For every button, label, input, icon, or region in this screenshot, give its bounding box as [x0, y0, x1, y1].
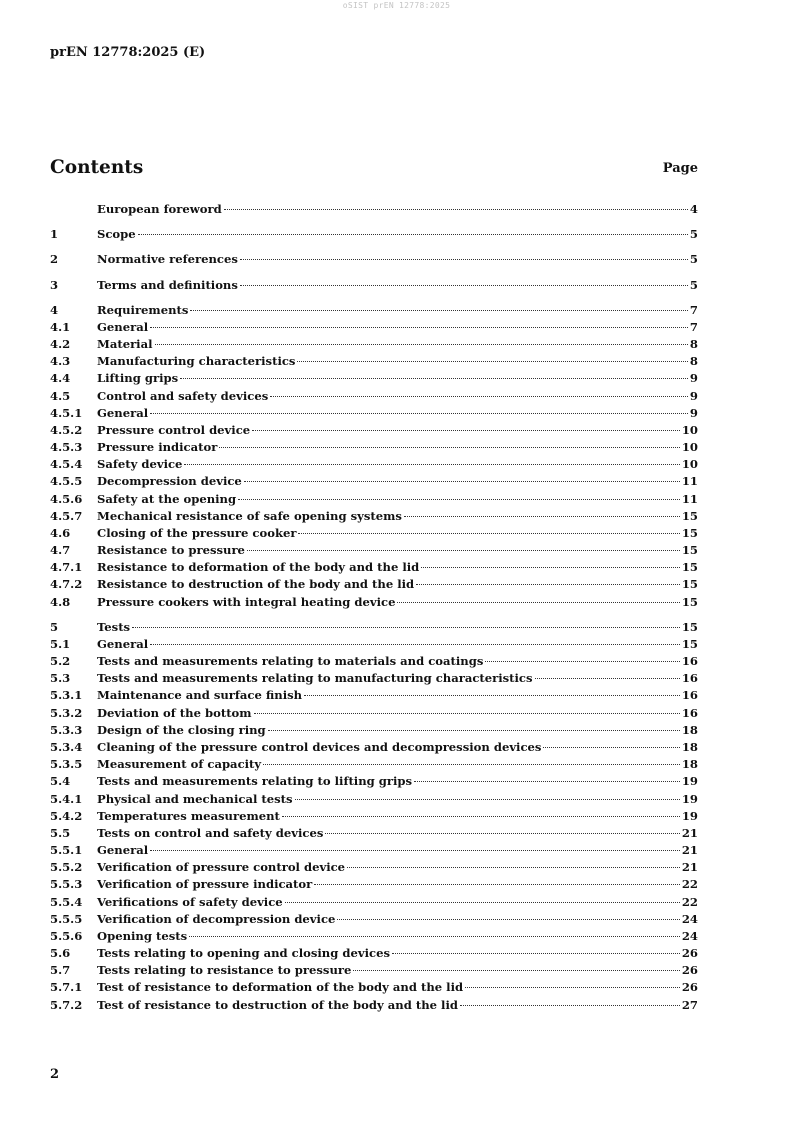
toc-entry-number: 5.4 — [50, 774, 71, 789]
dot-leader — [421, 566, 680, 568]
toc-entry[interactable] — [50, 945, 698, 962]
toc-entry-number: 3 — [50, 277, 59, 292]
toc-entry[interactable] — [50, 473, 698, 490]
toc-entry[interactable] — [50, 962, 698, 979]
toc-entry-title: Measurement of capacity — [97, 757, 262, 772]
dot-leader — [268, 729, 680, 731]
toc-entry-page: 16 — [681, 671, 698, 686]
toc-entry-page: 15 — [681, 636, 698, 651]
toc-entry-page: 19 — [681, 808, 698, 823]
toc-entry-page: 18 — [681, 757, 698, 772]
toc-entry-title: Material — [97, 337, 153, 352]
toc-entry-page: 26 — [681, 980, 698, 995]
toc-entry-number: 4 — [50, 302, 59, 317]
toc-entry-page: 26 — [681, 963, 698, 978]
dot-leader — [244, 480, 680, 482]
toc-entry-title: Closing of the pressure cooker — [97, 525, 297, 540]
toc-entry-title: General — [97, 636, 149, 651]
toc-entry-page: 5 — [689, 277, 698, 292]
toc-entry-number: 4.5.4 — [50, 457, 83, 472]
toc-entry[interactable] — [50, 405, 698, 422]
toc-entry[interactable] — [50, 370, 698, 387]
toc-entry-title: Test of resistance to destruction of the body and the lid — [97, 997, 458, 1012]
toc-entry-number: 5.3.2 — [50, 705, 83, 720]
toc-entry-page: 9 — [689, 388, 698, 403]
toc-entry[interactable] — [50, 894, 698, 911]
toc-entry-number: 5.2 — [50, 654, 71, 669]
toc-entry-number: 5.6 — [50, 946, 71, 961]
toc-entry-title: Normative references — [97, 252, 238, 267]
toc-entry-number: 4.8 — [50, 594, 71, 609]
toc-entry-page: 11 — [681, 491, 698, 506]
toc-entry-page: 26 — [681, 946, 698, 961]
toc-entry-page: 8 — [689, 337, 698, 352]
page-number: 2 — [50, 1067, 60, 1082]
toc-entry-page: 5 — [689, 227, 698, 242]
toc-entry-number: 5.4.2 — [50, 808, 83, 823]
toc-entry-number: 4.7 — [50, 543, 71, 558]
toc-entry[interactable] — [50, 756, 698, 773]
dot-leader — [224, 208, 688, 210]
toc-entry-page: 19 — [681, 774, 698, 789]
toc-entry[interactable] — [50, 525, 698, 542]
dot-leader — [465, 986, 680, 988]
toc-entry-page: 10 — [681, 457, 698, 472]
toc-entry-number: 4.1 — [50, 319, 71, 334]
toc-entry[interactable] — [50, 636, 698, 653]
toc-entry-number: 5.1 — [50, 636, 71, 651]
toc-entry[interactable] — [50, 388, 698, 405]
toc-entry-number: 2 — [50, 252, 59, 267]
toc-entry-page: 21 — [681, 860, 698, 875]
dot-leader — [392, 952, 680, 954]
toc-entry[interactable] — [50, 739, 698, 756]
toc-entry-page: 15 — [681, 619, 698, 634]
toc-entry-title: Design of the closing ring — [97, 722, 266, 737]
toc-entry-title: Tests and measurements relating to materials and coatings — [97, 654, 484, 669]
toc-entry-page: 15 — [681, 577, 698, 592]
dot-leader — [150, 643, 680, 645]
toc-entry-number: 5.3.1 — [50, 688, 83, 703]
toc-entry-title: Verifications of safety device — [97, 894, 283, 909]
watermark: oSIST prEN 12778:2025 — [342, 1, 451, 10]
dot-leader — [270, 395, 688, 397]
dot-leader — [190, 309, 688, 311]
toc-entry-title: General — [97, 405, 149, 420]
toc-entry-number: 5.7.2 — [50, 997, 83, 1012]
toc-entry-title: Terms and definitions — [97, 277, 238, 292]
toc-entry[interactable] — [50, 653, 698, 670]
toc-entry[interactable] — [50, 979, 698, 996]
toc-entry-title: Scope — [97, 227, 136, 242]
dot-leader — [397, 601, 679, 603]
page-column-label: Page — [662, 161, 698, 176]
dot-leader — [282, 815, 680, 817]
toc-entry-number: 5.3.5 — [50, 757, 83, 772]
contents-title: Contents — [50, 157, 144, 178]
toc-entry-page: 10 — [681, 422, 698, 437]
toc-entry-number: 5.7.1 — [50, 980, 83, 995]
toc-entry[interactable] — [50, 722, 698, 739]
toc-entry-page: 15 — [681, 560, 698, 575]
dot-leader — [416, 583, 680, 585]
toc-entry[interactable] — [50, 353, 698, 370]
toc-entry-page: 15 — [681, 508, 698, 523]
toc-entry-number: 4.5.3 — [50, 440, 83, 455]
toc-entry-number: 4.3 — [50, 354, 71, 369]
toc-entry-title: Tests relating to resistance to pressure — [97, 963, 352, 978]
toc-entry-number: 5.5.2 — [50, 860, 83, 875]
toc-entry-title: Opening tests — [97, 928, 188, 943]
dot-leader — [460, 1004, 680, 1006]
toc-entry-number: 4.5.5 — [50, 474, 83, 489]
dot-leader — [298, 532, 679, 534]
toc-entry-title: Cleaning of the pressure control devices and decompression devices — [97, 739, 542, 754]
toc-entry[interactable] — [50, 508, 698, 525]
toc-entry[interactable] — [50, 559, 698, 576]
toc-entry-number: 5.4.1 — [50, 791, 83, 806]
dot-leader — [238, 498, 680, 500]
toc-entry[interactable] — [50, 808, 698, 825]
dot-leader — [485, 660, 679, 662]
dot-leader — [285, 901, 680, 903]
toc-entry[interactable] — [50, 456, 698, 473]
toc-entry-title: Tests and measurements relating to manufacturing characteristics — [97, 671, 533, 686]
toc-entry-number: 5.5 — [50, 825, 71, 840]
toc-entry-page: 15 — [681, 543, 698, 558]
toc-entry[interactable] — [50, 997, 698, 1014]
toc-entry[interactable] — [50, 302, 698, 319]
toc-entry[interactable] — [50, 576, 698, 593]
toc-entry[interactable] — [50, 670, 698, 687]
dot-leader — [150, 326, 688, 328]
toc-entry-number: 4.7.1 — [50, 560, 83, 575]
toc-entry-page: 9 — [689, 405, 698, 420]
toc-entry-number: 5.5.4 — [50, 894, 83, 909]
dot-leader — [180, 377, 688, 379]
dot-leader — [325, 832, 679, 834]
toc-entry-number: 4.5.6 — [50, 491, 83, 506]
toc-entry-title: Pressure control device — [97, 422, 251, 437]
toc-entry-number: 4.2 — [50, 337, 71, 352]
toc-entry[interactable] — [50, 687, 698, 704]
toc-entry-page: 22 — [681, 894, 698, 909]
dot-leader — [314, 883, 680, 885]
toc-entry-title: Mechanical resistance of safe opening systems — [97, 508, 402, 523]
dot-leader — [247, 549, 680, 551]
dot-leader — [150, 849, 680, 851]
toc-entry-page: 15 — [681, 525, 698, 540]
dot-leader — [219, 446, 680, 448]
toc-entry[interactable] — [50, 773, 698, 790]
toc-entry-page: 18 — [681, 739, 698, 754]
toc-entry-title: General — [97, 843, 149, 858]
toc-entry-page: 4 — [689, 202, 698, 216]
toc-entry-page: 18 — [681, 722, 698, 737]
toc-entry-title: Safety at the opening — [97, 491, 237, 506]
toc-entry-title: Pressure cookers with integral heating device — [97, 594, 396, 609]
toc-entry-number: 5.5.3 — [50, 877, 83, 892]
dot-leader — [254, 712, 680, 714]
dot-leader — [295, 798, 680, 800]
toc-entry-title: European foreword — [97, 202, 222, 216]
toc-entry-number: 5.5.6 — [50, 928, 83, 943]
toc-entry-number: 5.5.5 — [50, 911, 83, 926]
dot-leader — [543, 746, 679, 748]
toc-entry-page: 19 — [681, 791, 698, 806]
dot-leader — [240, 284, 688, 286]
toc-entry-page: 9 — [689, 371, 698, 386]
dot-leader — [304, 694, 680, 696]
toc-entry[interactable] — [50, 226, 698, 243]
toc-entry-page: 27 — [681, 997, 698, 1012]
toc-entry-number: 4.5.7 — [50, 508, 83, 523]
toc-entry-title: Requirements — [97, 302, 189, 317]
toc-entry-number: 5.5.1 — [50, 843, 83, 858]
toc-entry-page: 10 — [681, 440, 698, 455]
toc-entry-page: 21 — [681, 825, 698, 840]
toc-entry-number: 4.5.2 — [50, 422, 83, 437]
toc-entry-title: Lifting grips — [97, 371, 179, 386]
document-id: prEN 12778:2025 (E) — [50, 45, 206, 60]
toc-entry[interactable] — [50, 439, 698, 456]
toc-entry-title: Maintenance and surface finish — [97, 688, 303, 703]
toc-entry-title: Decompression device — [97, 474, 242, 489]
toc-entry-title: Verification of decompression device — [97, 911, 336, 926]
toc-entry-title: Resistance to destruction of the body and the lid — [97, 577, 415, 592]
toc-entry[interactable] — [50, 619, 698, 636]
dot-leader — [353, 969, 679, 971]
dot-leader — [414, 780, 680, 782]
toc-entry-title: Verification of pressure control device — [97, 860, 346, 875]
toc-entry-page: 24 — [681, 911, 698, 926]
toc-entry[interactable] — [50, 491, 698, 508]
dot-leader — [535, 677, 680, 679]
dot-leader — [263, 763, 680, 765]
toc-entry[interactable] — [50, 251, 698, 268]
toc-entry[interactable] — [50, 705, 698, 722]
dot-leader — [252, 429, 680, 431]
toc-entry-title: Manufacturing characteristics — [97, 354, 296, 369]
toc-entry-page: 22 — [681, 877, 698, 892]
toc-entry-title: Tests — [97, 619, 131, 634]
dot-leader — [184, 463, 679, 465]
toc-entry-title: Test of resistance to deformation of the body and the lid — [97, 980, 464, 995]
toc-entry-page: 16 — [681, 654, 698, 669]
toc-entry[interactable] — [50, 928, 698, 945]
toc-entry-page: 15 — [681, 594, 698, 609]
toc-entry[interactable] — [50, 859, 698, 876]
toc-entry-number: 4.5.1 — [50, 405, 83, 420]
toc-entry[interactable] — [50, 594, 698, 611]
dot-leader — [132, 626, 680, 628]
toc-entry[interactable] — [50, 876, 698, 893]
toc-entry-page: 7 — [689, 319, 698, 334]
toc-entry-number: 5.7 — [50, 963, 71, 978]
toc-entry-title: Control and safety devices — [97, 388, 269, 403]
toc-entry[interactable] — [50, 277, 698, 294]
toc-entry-title: Tests relating to opening and closing devices — [97, 946, 390, 961]
dot-leader — [297, 360, 687, 362]
toc-entry[interactable] — [50, 825, 698, 842]
toc-entry-number: 4.6 — [50, 525, 71, 540]
dot-leader — [240, 258, 688, 260]
toc-entry-page: 16 — [681, 705, 698, 720]
toc-entry-number: 5.3.4 — [50, 739, 83, 754]
toc-entry-title: Verification of pressure indicator — [97, 877, 313, 892]
toc-entry[interactable] — [50, 842, 698, 859]
toc-entry-title: Tests and measurements relating to lifting grips — [97, 774, 413, 789]
toc-entry[interactable] — [50, 201, 698, 218]
toc-entry-page: 21 — [681, 843, 698, 858]
dot-leader — [138, 233, 688, 235]
toc-entry-title: Tests on control and safety devices — [97, 825, 324, 840]
toc-entry-number: 5.3 — [50, 671, 71, 686]
toc-entry-number: 5.3.3 — [50, 722, 83, 737]
contents-header — [50, 157, 698, 181]
toc-entry-title: Deviation of the bottom — [97, 705, 252, 720]
toc-entry-page: 7 — [689, 302, 698, 317]
dot-leader — [189, 935, 680, 937]
toc-entry[interactable] — [50, 911, 698, 928]
toc-entry-title: Pressure indicator — [97, 440, 218, 455]
toc-entry-title: Safety device — [97, 457, 183, 472]
toc-entry[interactable] — [50, 422, 698, 439]
dot-leader — [155, 343, 688, 345]
table-of-contents — [50, 201, 698, 1014]
dot-leader — [404, 515, 680, 517]
toc-entry[interactable] — [50, 336, 698, 353]
toc-entry-title: General — [97, 319, 149, 334]
toc-entry-page: 5 — [689, 252, 698, 267]
toc-entry-title: Physical and mechanical tests — [97, 791, 293, 806]
toc-entry-number: 1 — [50, 227, 59, 242]
toc-entry-number: 4.5 — [50, 388, 71, 403]
dot-leader — [337, 918, 679, 920]
toc-entry-title: Resistance to deformation of the body and the lid — [97, 560, 420, 575]
dot-leader — [347, 866, 680, 868]
toc-entry-page: 24 — [681, 928, 698, 943]
toc-entry-page: 11 — [681, 474, 698, 489]
toc-entry[interactable] — [50, 542, 698, 559]
toc-entry-title: Resistance to pressure — [97, 543, 245, 558]
toc-entry-page: 16 — [681, 688, 698, 703]
toc-entry-number: 4.7.2 — [50, 577, 83, 592]
toc-entry-title: Temperatures measurement — [97, 808, 280, 823]
toc-entry-number: 4.4 — [50, 371, 71, 386]
toc-entry[interactable] — [50, 319, 698, 336]
toc-entry-number: 5 — [50, 619, 59, 634]
dot-leader — [150, 412, 688, 414]
toc-entry-page: 8 — [689, 354, 698, 369]
toc-entry[interactable] — [50, 791, 698, 808]
